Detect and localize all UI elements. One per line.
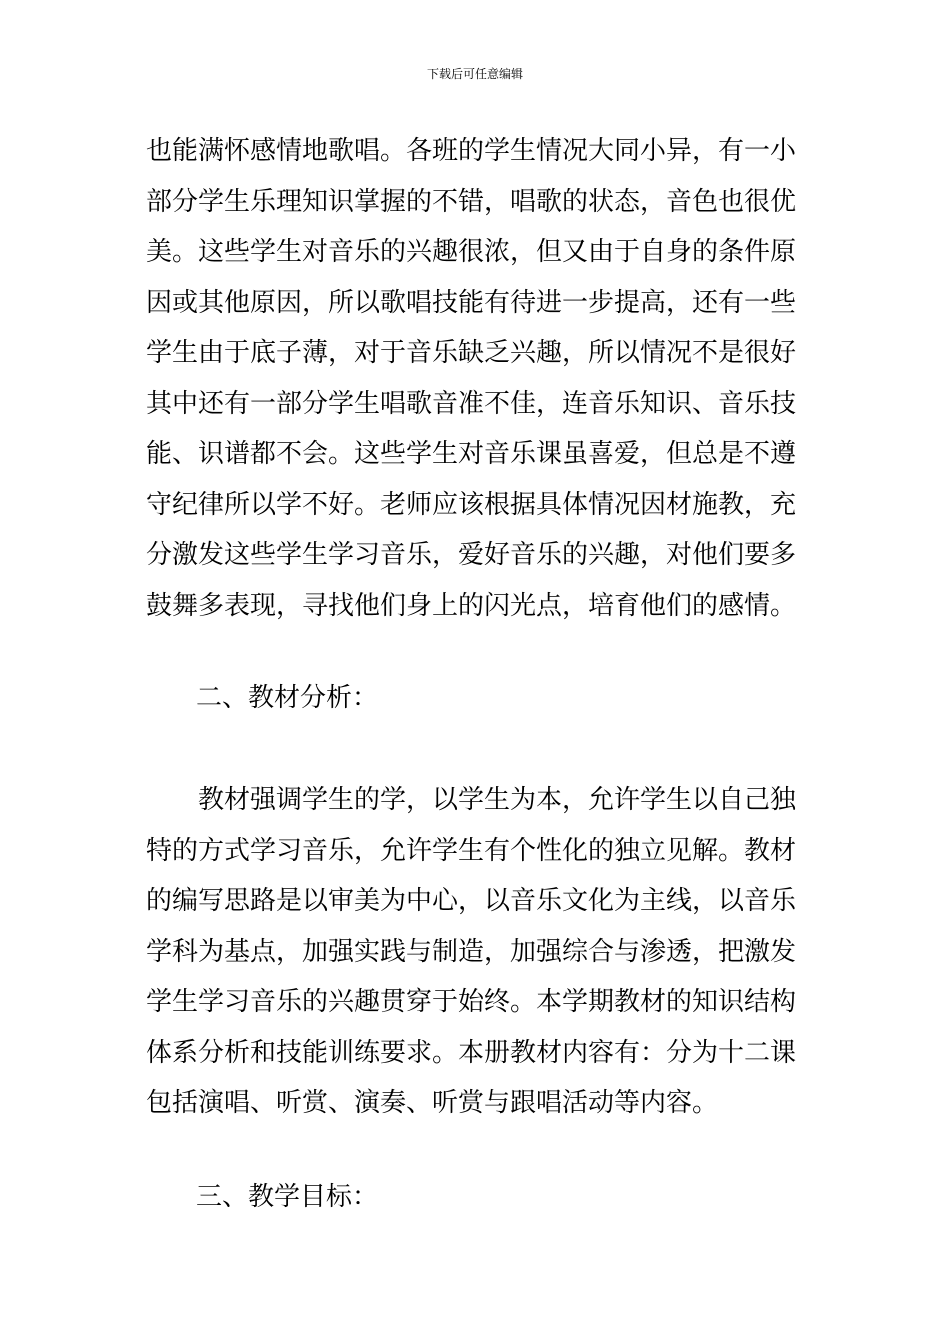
paragraph-line: 部分学生乐理知识掌握的不错，唱歌的状态，音色也很优	[146, 186, 797, 217]
header-note: 下载后可任意编辑	[426, 67, 523, 81]
paragraph-line: 美。这些学生对音乐的兴趣很浓，但又由于自身的条件原	[146, 237, 797, 267]
paragraph-student-analysis	[146, 126, 806, 631]
section-heading-teaching-goals: 三、教学目标：	[196, 1182, 379, 1212]
paragraph-line: 学生学习音乐的兴趣贯穿于始终。本学期教材的知识结构	[146, 987, 797, 1017]
paragraph-line: 守纪律所以学不好。老师应该根据具体情况因材施教，充	[146, 489, 797, 520]
paragraph-line: 体系分析和技能训练要求。本册教材内容有：分为十二课	[146, 1037, 797, 1068]
paragraph-line: 包括演唱、听赏、演奏、听赏与跟唱活动等内容。	[146, 1088, 719, 1118]
paragraph-line: 的编写思路是以审美为中心，以音乐文化为主线，以音乐	[146, 886, 797, 916]
paragraph-line: 其中还有一部分学生唱歌音准不佳，连音乐知识、音乐技	[146, 388, 797, 419]
paragraph-line: 学生由于底子薄，对于音乐缺乏兴趣，所以情况不是很好	[146, 338, 797, 368]
paragraph-line: 分激发这些学生学习音乐，爱好音乐的兴趣，对他们要多	[146, 540, 797, 570]
paragraph-line: 能、识谱都不会。这些学生对音乐课虽喜爱，但总是不遵	[146, 439, 797, 469]
paragraph-line: 也能满怀感情地歌唱。各班的学生情况大同小异，有一小	[146, 136, 797, 166]
paragraph-line: 因或其他原因，所以歌唱技能有待进一步提高，还有一些	[146, 287, 797, 318]
paragraph-line: 教材强调学生的学，以学生为本，允许学生以自己独	[198, 785, 797, 815]
section-heading-textbook-analysis: 二、教材分析：	[196, 683, 379, 713]
paragraph-line: 特的方式学习音乐，允许学生有个性化的独立见解。教材	[146, 835, 797, 866]
paragraph-textbook-analysis	[146, 775, 806, 1129]
paragraph-line: 鼓舞多表现，寻找他们身上的闪光点，培育他们的感情。	[146, 590, 797, 621]
paragraph-line: 学科为基点，加强实践与制造，加强综合与渗透，把激发	[146, 936, 797, 967]
